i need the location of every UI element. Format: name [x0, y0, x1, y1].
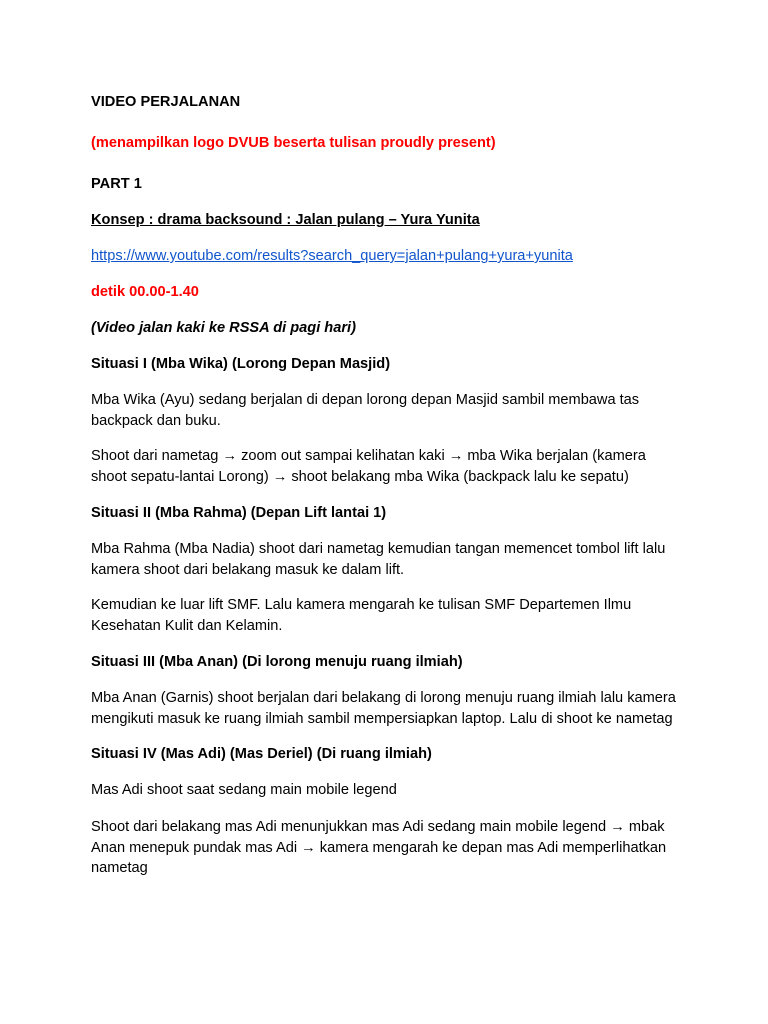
situation-1-heading: Situasi I (Mba Wika) (Lorong Depan Masjid) [91, 356, 391, 372]
text-segment: kamera mengarah ke depan mas Adi memperlihatkan nametag [91, 839, 667, 876]
situation-3-paragraph-1: Mba Anan (Garnis) shoot berjalan dari belakang di lorong menuju ruang ilmiah lalu kamera mengikuti masuk ke ruang ilmiah sambil mempersiapkan laptop. Lalu di shoot ke nametag [91, 690, 676, 727]
arrow-right-icon: → [448, 448, 464, 464]
youtube-link-paragraph [91, 246, 573, 267]
situation-2-paragraph-1: Mba Rahma (Mba Nadia) shoot dari nametag kemudian tangan memencet tombol lift lalu kamera shoot dari belakang masuk ke dalam lift. [91, 541, 666, 578]
text-segment: shoot belakang mba Wika (backpack lalu ke sepatu) [287, 468, 629, 485]
text-segment: mba Wika berjalan (kamera shoot sepatu-lantai Lorong) [91, 448, 646, 485]
situation-2-heading: Situasi II (Mba Rahma) (Depan Lift lantai 1) [91, 505, 387, 521]
arrow-right-icon: → [272, 468, 288, 485]
text-segment: Shoot dari belakang mas Adi menunjukkan mas Adi sedang main mobile legend [91, 819, 611, 835]
text-segment: Shoot dari nametag [91, 448, 223, 464]
arrow-right-icon: → [610, 819, 625, 835]
situation-1-paragraph-2 [91, 446, 681, 487]
situation-3-heading: Situasi III (Mba Anan) (Di lorong menuju ruang ilmiah) [91, 654, 463, 670]
situation-4-paragraph-1: Mas Adi shoot saat sedang main mobile legend [91, 782, 397, 798]
intro-note: (menampilkan logo DVUB beserta tulisan proudly present) [91, 135, 496, 151]
situation-2-paragraph-2: Kemudian ke luar lift SMF. Lalu kamera mengarah ke tulisan SMF Departemen Ilmu Kesehatan Kulit dan Kelamin. [91, 597, 632, 634]
timecode: detik 00.00-1.40 [91, 284, 199, 300]
situation-1-paragraph-1: Mba Wika (Ayu) sedang berjalan di depan lorong depan Masjid sambil membawa tas backpack dan buku. [91, 392, 640, 429]
video-note: (Video jalan kaki ke RSSA di pagi hari) [91, 320, 356, 336]
text-segment: mbak Anan menepuk pundak mas Adi [91, 819, 665, 856]
situation-4-heading: Situasi IV (Mas Adi) (Mas Deriel) (Di ruang ilmiah) [91, 746, 432, 762]
arrow-right-icon: → [301, 839, 316, 856]
arrow-right-icon: → [222, 448, 238, 464]
situation-4-paragraph-2 [91, 817, 696, 879]
youtube-link[interactable]: https://www.youtube.com/results?search_query=jalan+pulang+yura+yunita [91, 248, 573, 264]
document-title: VIDEO PERJALANAN [91, 94, 241, 110]
part-heading: PART 1 [91, 176, 142, 192]
concept-line: Konsep : drama backsound : Jalan pulang – Yura Yunita [91, 212, 480, 228]
text-segment: zoom out sampai kelihatan kaki [237, 448, 449, 464]
